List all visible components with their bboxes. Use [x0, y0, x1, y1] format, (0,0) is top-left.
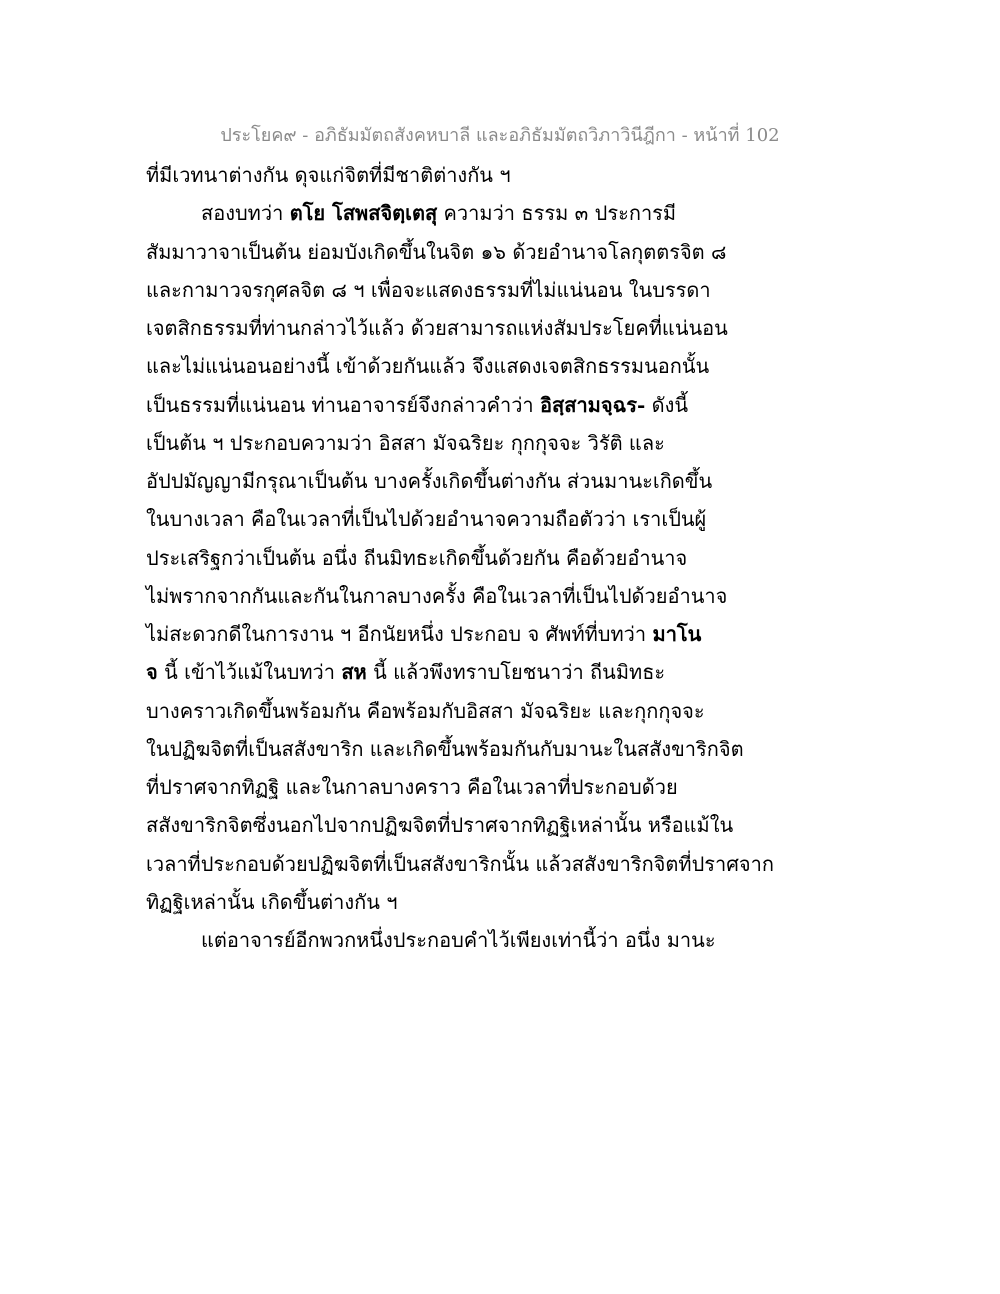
text-line: เป็นต้น ฯ ประกอบความว่า อิสสา มัจฉริยะ กุกกุจจะ วิรัติ และ — [146, 430, 665, 455]
text-line — [146, 653, 766, 691]
text-line: เวลาที่ประกอบด้วยปฏิฆจิตที่เป็นสสังขาริกนั้น แล้วสสังขาริกจิตที่ปราศจาก — [146, 851, 774, 876]
text-line: สัมมาวาจาเป็นต้น ย่อมบังเกิดขึ้นในจิต ๑๖ ด้วยอำนาจโลกุตตรจิต ๘ — [146, 239, 727, 264]
pali-term: อิสฺสามจฺฉร- — [540, 392, 646, 417]
text-span: ดังนี้ — [645, 392, 689, 417]
text-span: นี้ เข้าไว้แม้ในบทว่า — [157, 660, 342, 685]
text-line: ที่มีเวทนาต่างกัน ดุจแก่จิตที่มีชาติต่างกัน ฯ — [146, 163, 511, 187]
pali-term: ตโย โสพสจิตฺเตสุ — [289, 201, 438, 226]
text-line: อัปปมัญญามีกรุณาเป็นต้น บางครั้งเกิดขึ้นต่างกัน ส่วนมานะเกิดขึ้น — [146, 469, 713, 493]
text-line: แต่อาจารย์อีกพวกหนึ่งประกอบคำไว้เพียงเท่านี้ว่า อนึ่ง มานะ — [201, 928, 716, 952]
body-text — [146, 156, 774, 959]
text-line: ไม่พรากจากกันและกันในกาลบางครั้ง คือในเวลาที่เป็นไปด้วยอำนาจ — [146, 583, 728, 608]
text-line — [146, 386, 766, 424]
text-line: และกามาวจรกุศลจิต ๘ ฯ เพื่อจะแสดงธรรมที่ไม่แน่นอน ในบรรดา — [146, 277, 711, 302]
text-line — [146, 615, 766, 653]
text-line: ทิฏฐิเหล่านั้น เกิดขึ้นต่างกัน ฯ — [146, 889, 398, 914]
pali-term: สห — [341, 660, 367, 685]
text-line: สสังขาริกจิตซึ่งนอกไปจากปฏิฆจิตที่ปราศจากทิฏฐิเหล่านั้น หรือแม้ใน — [146, 813, 734, 838]
pali-term: มาโน — [652, 622, 702, 646]
text-line: เจตสิกธรรมที่ท่านกล่าวไว้แล้ว ด้วยสามารถแห่งสัมประโยคที่แน่นอน — [146, 316, 728, 340]
text-line: ในปฏิฆจิตที่เป็นสสังขาริก และเกิดขึ้นพร้อมกันกับมานะในสสังขาริกจิต — [146, 736, 744, 761]
text-span: ไม่สะดวกดีในการงาน ฯ อีกนัยหนึ่ง ประกอบ จ ศัพท์ที่บทว่า — [146, 622, 653, 646]
text-span: เป็นธรรมที่แน่นอน ท่านอาจารย์จึงกล่าวคำว่า — [146, 392, 541, 417]
text-line: ประเสริฐกว่าเป็นต้น อนึ่ง ถีนมิทธะเกิดขึ้นด้วยกัน คือด้วยอำนาจ — [146, 545, 688, 570]
text-line: และไม่แน่นอนอย่างนี้ เข้าด้วยกันแล้ว จึงแสดงเจตสิกธรรมนอกนั้น — [146, 354, 710, 379]
pali-term: จ — [146, 660, 158, 685]
text-line: ที่ปราศจากทิฏฐิ และในกาลบางคราว คือในเวลาที่ประกอบด้วย — [146, 775, 678, 799]
text-line: ในบางเวลา คือในเวลาที่เป็นไปด้วยอำนาจความถือตัวว่า เราเป็นผู้ — [146, 507, 707, 532]
text-line: บางคราวเกิดขึ้นพร้อมกัน คือพร้อมกับอิสสา มัจฉริยะ และกุกกุจจะ — [146, 698, 705, 723]
text-span: นี้ แล้วพึงทราบโยชนาว่า ถีนมิทธะ — [366, 660, 666, 685]
running-header: ประโยค๙ - อภิธัมมัตถสังคหบาลี และอภิธัมมัตถวิภาวินีฎีกา - หน้าที่ 102 — [220, 125, 780, 146]
text-span: สองบทว่า — [201, 201, 290, 226]
text-line — [146, 194, 766, 232]
text-span: ความว่า ธรรม ๓ ประการมี — [437, 201, 677, 226]
